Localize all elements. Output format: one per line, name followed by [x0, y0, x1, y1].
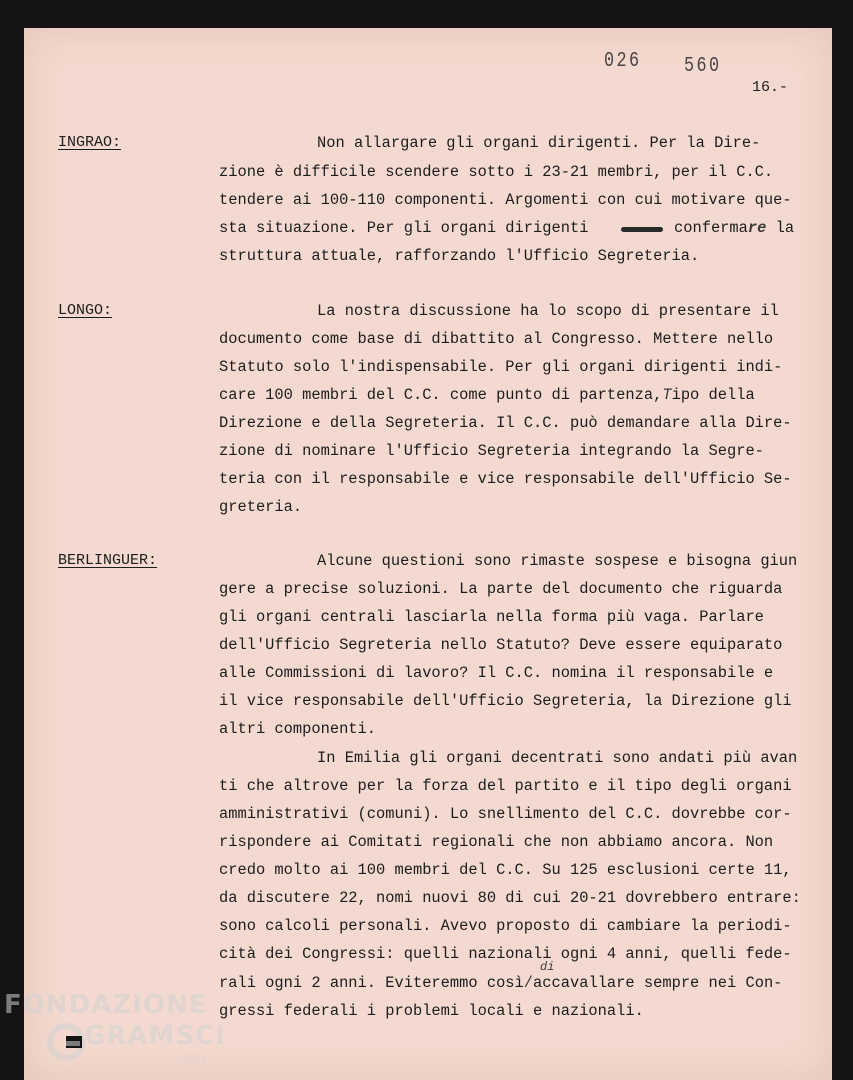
strikethrough-mark	[621, 227, 663, 232]
berlinguer-line-16: rali ogni 2 anni. Eviteremmo così/accavallare sempre nei Con-	[219, 974, 783, 992]
speaker-ingrao: INGRAO:	[58, 134, 122, 151]
berlinguer-line-3: gli organi centrali lasciarla nella forma più vaga. Parlare	[219, 608, 764, 626]
longo-line-5: Direzione e della Segreteria. Il C.C. può demandare alla Dire-	[219, 414, 792, 432]
berlinguer-line-10: amministrativi (comuni). Lo snellimento del C.C. dovrebbe cor-	[219, 805, 792, 823]
ingrao-line-4: sta situazione. Per gli organi dirigenti	[219, 219, 589, 237]
handwritten-correction-t: T	[662, 386, 672, 404]
longo-line-6: zione di nominare l'Ufficio Segreteria integrando la Segre-	[219, 442, 764, 460]
ingrao-line-2: zione è difficile scendere sotto i 23-21 membri, per il C.C.	[219, 163, 774, 181]
berlinguer-line-9: ti che altrove per la forza del partito e il tipo degli organi	[219, 777, 792, 795]
berlinguer-line-6: il vice responsabile dell'Ufficio Segreteria, la Direzione gli	[219, 692, 792, 710]
berlinguer-line-2: gere a precise soluzioni. La parte del documento che riguarda	[219, 580, 783, 598]
berlinguer-line-11: rispondere ai Comitati regionali che non abbiamo ancora. Non	[219, 833, 774, 851]
longo-line-3: Statuto solo l'indispensabile. Per gli organi dirigenti indi-	[219, 358, 783, 376]
berlinguer-line-14: sono calcoli personali. Avevo proposto di cambiare la periodi-	[219, 917, 792, 935]
watermark-line-2: GRAMSCI	[84, 1021, 226, 1051]
g-logo-icon	[46, 1022, 86, 1062]
longo-line-4: care 100 membri del C.C. come punto di partenza,Tipo della	[219, 386, 755, 404]
ingrao-line-5: struttura attuale, rafforzando l'Ufficio Segreteria.	[219, 247, 700, 265]
speaker-longo: LONGO:	[58, 302, 113, 319]
berlinguer-line-17: gressi federali i problemi locali e nazionali.	[219, 1002, 644, 1020]
speaker-berlinguer: BERLINGUER:	[58, 552, 158, 569]
berlinguer-line-7: altri componenti.	[219, 720, 377, 738]
longo-line-1: La nostra discussione ha lo scopo di presentare il	[317, 302, 779, 320]
archive-number-a: 026	[604, 50, 642, 73]
berlinguer-line-4: dell'Ufficio Segreteria nello Statuto? Deve essere equiparato	[219, 636, 783, 654]
berlinguer-line-8: In Emilia gli organi decentrati sono andati più avan	[317, 749, 798, 767]
handwritten-correction-re: re	[747, 219, 767, 237]
berlinguer-line-13: da discutere 22, nomi nuovi 80 di cui 20-21 dovrebbero entrare:	[219, 889, 801, 907]
longo-line-2: documento come base di dibattito al Congresso. Mettere nello	[219, 330, 774, 348]
longo-line-7: teria con il responsabile e vice responsabile dell'Ufficio Se-	[219, 470, 792, 488]
berlinguer-line-5: alle Commissioni di lavoro? Il C.C. nomina il responsabile e	[219, 664, 774, 682]
longo-line-8: greteria.	[219, 498, 303, 516]
handwritten-insert-di: di	[540, 960, 555, 974]
ingrao-line-3: tendere ai 100-110 componenti. Argomenti con cui motivare que-	[219, 191, 792, 209]
watermark-suffix: onlus	[176, 1054, 208, 1065]
watermark-line-1: FONDAZIONE	[4, 990, 208, 1020]
berlinguer-line-1: Alcune questioni sono rimaste sospese e bisogna giun	[317, 552, 798, 570]
ingrao-line-1: Non allargare gli organi dirigenti. Per la Dire-	[317, 134, 761, 152]
ingrao-line-4-end: confermare la	[674, 219, 795, 237]
insertion-slash: /	[523, 974, 534, 992]
archive-number-b: 560	[684, 55, 722, 78]
berlinguer-line-15: cità dei Congressi: quelli nazionali ogni 4 anni, quelli fede-	[219, 945, 792, 963]
berlinguer-line-12: credo molto ai 100 membri del C.C. Su 125 esclusioni certe 11,	[219, 861, 792, 879]
page-number: 16.-	[752, 79, 789, 96]
